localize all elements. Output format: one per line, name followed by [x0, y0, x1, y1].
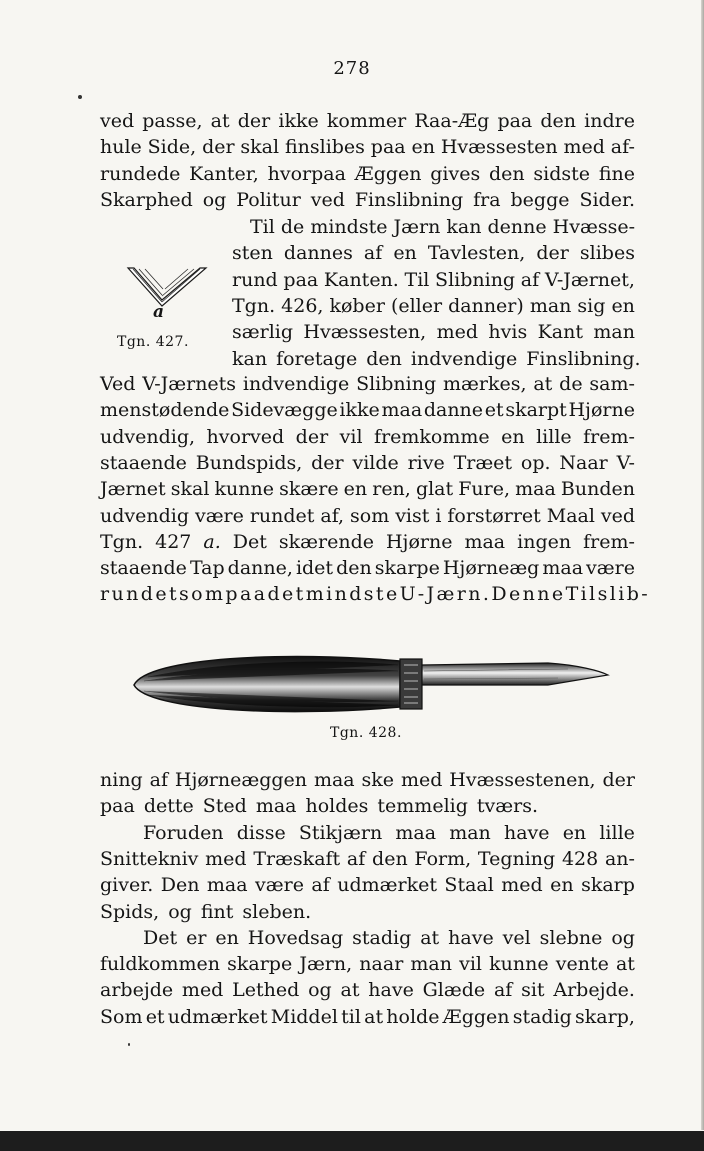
- word: Jærnet: [100, 478, 166, 501]
- word: Hvæsse-: [552, 216, 635, 238]
- word: udvendig: [100, 504, 190, 527]
- text-line: [100, 1004, 635, 1030]
- print-speck: [128, 1043, 130, 1046]
- word: maa: [381, 399, 423, 422]
- word: af: [311, 874, 330, 897]
- word: ren,: [372, 478, 411, 501]
- word: U-Jærn.: [399, 583, 492, 606]
- word: udvendig,: [100, 425, 196, 448]
- text-line: [100, 134, 635, 160]
- text-line: [100, 555, 635, 581]
- word: Slibning: [356, 373, 437, 395]
- word: rive: [407, 451, 445, 474]
- word: den: [366, 347, 402, 370]
- text-line: [100, 767, 635, 793]
- word: Kanter,: [189, 162, 259, 185]
- word: maa: [515, 478, 556, 501]
- text-line: [232, 293, 635, 319]
- word: en: [611, 294, 635, 317]
- word: ved: [100, 110, 135, 132]
- figure-428-knife: [128, 645, 612, 725]
- word: have: [448, 926, 494, 949]
- word: ikke: [339, 399, 380, 422]
- text-line: [100, 793, 635, 819]
- text-line: [100, 872, 635, 898]
- word: Sidevægge: [231, 399, 338, 422]
- word: og: [202, 188, 227, 211]
- word: der: [295, 425, 329, 448]
- figure-427-v-tool: [122, 262, 212, 312]
- word: ske: [361, 769, 395, 791]
- word: Snittekniv: [100, 847, 199, 870]
- word: Form,: [414, 847, 472, 870]
- word: af-: [610, 136, 635, 159]
- word: an-: [604, 847, 635, 870]
- word: og: [168, 900, 192, 923]
- word: vil: [339, 425, 363, 448]
- word: den: [336, 557, 372, 580]
- word: Denne: [491, 583, 566, 606]
- word: ved: [310, 188, 345, 211]
- word: Tegning: [477, 847, 556, 870]
- word: sam-: [589, 373, 635, 395]
- word: Finslibning.: [526, 347, 641, 370]
- word: Kant: [537, 321, 583, 344]
- text-line: [100, 951, 635, 977]
- page-number: 278: [333, 58, 371, 79]
- word: rundet: [100, 583, 179, 606]
- word: Lethed: [232, 979, 300, 1002]
- word: paa: [100, 795, 135, 818]
- word: sit: [521, 979, 545, 1002]
- word: skal: [240, 136, 280, 159]
- word: Slibning: [435, 268, 516, 291]
- word: rundede: [100, 162, 181, 185]
- word: skære: [279, 478, 339, 501]
- word: Den: [160, 874, 200, 897]
- word: Hovedsag: [247, 926, 344, 949]
- word: idet: [295, 557, 334, 580]
- word: skærende: [278, 530, 374, 553]
- word: vilde: [352, 451, 399, 474]
- text-line: [100, 899, 635, 925]
- text-line: [232, 319, 635, 345]
- word: finslibes: [284, 136, 365, 159]
- word: Æggen: [442, 1005, 510, 1028]
- word: Middel: [270, 1005, 338, 1028]
- word: rundet: [249, 504, 315, 527]
- word: maa: [395, 821, 437, 844]
- word: udmærket: [167, 1005, 268, 1028]
- word: en: [411, 136, 435, 159]
- word: Bunden: [560, 478, 635, 501]
- word: Jærn: [393, 216, 441, 238]
- word: giver.: [100, 874, 154, 897]
- word: mindste: [310, 216, 388, 238]
- text-line: [100, 581, 651, 607]
- word: en: [343, 478, 368, 501]
- word: af,: [320, 504, 345, 527]
- word: lille: [599, 821, 635, 844]
- text-line: [143, 820, 635, 846]
- word: Raa-Æg: [414, 110, 490, 132]
- word: fuldkommen: [100, 953, 220, 976]
- word: holdes: [305, 795, 369, 818]
- word: paa: [370, 136, 406, 159]
- word: staaende: [100, 557, 187, 580]
- word: Træskaft: [253, 847, 341, 870]
- word: tværs.: [476, 795, 538, 818]
- word: Tilslib-: [565, 583, 651, 606]
- word: kunne: [489, 953, 549, 976]
- word: V-Jærnets: [142, 373, 237, 395]
- text-line: [100, 977, 635, 1003]
- word: Hvæssestenen,: [449, 769, 596, 791]
- word: Hjørneæggen: [174, 769, 308, 791]
- word: Maal: [546, 504, 595, 527]
- word: at: [615, 953, 635, 976]
- word: rund: [232, 268, 278, 291]
- word: Til: [404, 268, 430, 291]
- text-line: [100, 161, 635, 187]
- word: fine: [598, 162, 635, 185]
- word: dannes: [283, 242, 353, 265]
- word: Det: [232, 530, 267, 553]
- word: sleben.: [242, 900, 312, 923]
- word: være: [255, 874, 304, 897]
- word: have: [368, 979, 414, 1002]
- text-line: [100, 108, 635, 134]
- word: Stikjærn: [298, 821, 383, 844]
- print-speck: [78, 95, 82, 99]
- word: staaende: [100, 451, 187, 474]
- word: (eller: [390, 294, 443, 317]
- word: danne,: [227, 557, 293, 580]
- word: med: [436, 321, 479, 344]
- word: at: [420, 926, 440, 949]
- word: Bundspids,: [195, 451, 303, 474]
- word: en: [562, 821, 587, 844]
- word: der: [602, 769, 635, 791]
- text-line: [100, 476, 635, 502]
- word: Fure,: [458, 478, 511, 501]
- word: paa: [225, 583, 268, 606]
- word: Side,: [147, 136, 197, 159]
- word: op.: [520, 451, 551, 474]
- word: skarp,: [575, 1005, 635, 1028]
- word: en: [550, 874, 574, 897]
- word: passe,: [142, 110, 203, 132]
- word: der: [536, 242, 569, 265]
- word: en: [501, 425, 525, 448]
- word: vist: [395, 504, 430, 527]
- word: maa: [313, 769, 355, 791]
- word: paa: [283, 268, 319, 291]
- word: hvis: [488, 321, 528, 344]
- word: V-: [616, 451, 635, 474]
- word: Til: [250, 216, 275, 238]
- word: som: [350, 504, 390, 527]
- word: man: [410, 953, 452, 976]
- word: den: [540, 110, 577, 132]
- word: holde: [386, 1005, 440, 1028]
- text-line: [100, 450, 635, 476]
- word: kunne: [214, 478, 275, 501]
- word: den: [489, 162, 525, 185]
- word: kan: [446, 216, 482, 238]
- word: til: [341, 1005, 361, 1028]
- word: at: [210, 110, 230, 132]
- word: indvendige: [242, 373, 350, 395]
- word: V-Jærnet,: [544, 268, 635, 291]
- word: Tgn.: [100, 530, 144, 553]
- word: fint: [200, 900, 234, 923]
- word: danne: [423, 399, 484, 422]
- word: i: [435, 504, 442, 527]
- word: slibes: [579, 242, 635, 265]
- word: mærkes,: [442, 373, 527, 395]
- word: gives: [430, 162, 481, 185]
- word: at: [340, 979, 360, 1002]
- word: der: [237, 110, 271, 132]
- word: frem-: [583, 530, 635, 553]
- word: skarp: [581, 874, 635, 897]
- word: den: [372, 847, 408, 870]
- word: man: [529, 294, 572, 317]
- word: lille: [536, 425, 572, 448]
- word: stadig: [352, 926, 412, 949]
- word: ved: [600, 504, 635, 527]
- word: et: [484, 399, 504, 422]
- word: naar: [359, 953, 404, 976]
- word: 426,: [281, 294, 324, 317]
- word: sten: [232, 242, 273, 265]
- text-line: [232, 346, 641, 372]
- word: Hvæssesten,: [303, 321, 427, 344]
- word: med: [501, 874, 543, 897]
- word: med: [205, 847, 247, 870]
- word: og: [308, 979, 332, 1002]
- word: som: [179, 583, 226, 606]
- word: a.: [203, 530, 221, 553]
- word: hvorpaa: [267, 162, 346, 185]
- word: køber: [329, 294, 385, 317]
- text-line: [232, 267, 635, 293]
- word: er: [186, 926, 207, 949]
- word: skarpe: [227, 953, 293, 976]
- word: Tavlesten,: [427, 242, 526, 265]
- word: et: [145, 1005, 165, 1028]
- word: særlig: [232, 321, 294, 344]
- word: kommer: [326, 110, 407, 132]
- word: sig: [577, 294, 606, 317]
- word: Som: [100, 1005, 143, 1028]
- word: maa: [542, 557, 584, 580]
- word: vil: [459, 953, 483, 976]
- word: hvorved: [206, 425, 285, 448]
- text-line: [100, 187, 635, 213]
- word: kan: [232, 347, 268, 370]
- word: ning: [100, 769, 143, 791]
- word: Træet: [453, 451, 513, 474]
- word: ikke: [278, 110, 319, 132]
- word: Spids,: [100, 900, 160, 923]
- word: hule: [100, 136, 142, 159]
- word: forstørret: [447, 504, 541, 527]
- text-line: [232, 240, 635, 266]
- word: og: [611, 926, 635, 949]
- word: Æggen: [354, 162, 422, 185]
- word: paa: [497, 110, 533, 132]
- word: udmærket: [337, 874, 437, 897]
- word: der: [311, 451, 344, 474]
- word: af: [346, 847, 366, 870]
- word: af: [363, 242, 383, 265]
- word: indvendige: [410, 347, 518, 370]
- word: Hvæssesten: [440, 136, 558, 159]
- word: arbejde: [100, 979, 174, 1002]
- word: man: [449, 821, 491, 844]
- word: man: [593, 321, 635, 344]
- word: temmelig: [377, 795, 468, 818]
- word: begge: [510, 188, 570, 211]
- word: Finslibning: [354, 188, 464, 211]
- word: menstødende: [100, 399, 230, 422]
- word: Arbejde.: [553, 979, 635, 1002]
- text-line: [100, 397, 635, 423]
- word: de: [559, 373, 583, 395]
- word: af: [520, 268, 540, 291]
- word: der: [202, 136, 235, 159]
- word: Politur: [236, 188, 301, 211]
- word: Tgn.: [232, 294, 276, 317]
- text-line: [100, 371, 635, 397]
- word: Tap: [189, 557, 225, 580]
- word: sidste: [533, 162, 591, 185]
- word: 428: [561, 847, 599, 870]
- word: en: [215, 926, 239, 949]
- text-line: [143, 925, 635, 951]
- word: mindste: [305, 583, 400, 606]
- word: være: [586, 557, 635, 580]
- word: disse: [236, 821, 286, 844]
- word: med: [181, 979, 224, 1002]
- word: Skarphed: [100, 188, 193, 211]
- word: de: [280, 216, 305, 238]
- word: vente: [555, 953, 609, 976]
- word: Hjørne: [385, 530, 453, 553]
- figure-427-caption: Tgn. 427.: [117, 334, 189, 350]
- word: slebne: [539, 926, 603, 949]
- word: Hjørneæg: [442, 557, 540, 580]
- text-line: [100, 503, 635, 529]
- word: med: [563, 136, 605, 159]
- word: skarpe: [374, 557, 440, 580]
- word: ingen: [517, 530, 572, 553]
- word: at: [364, 1005, 384, 1028]
- word: Det: [143, 926, 178, 949]
- word: danner): [448, 294, 524, 317]
- text-line: [250, 214, 635, 240]
- word: vel: [502, 926, 531, 949]
- word: maa: [464, 530, 506, 553]
- word: fremkomme: [374, 425, 490, 448]
- word: Ved: [100, 373, 136, 395]
- word: skal: [170, 478, 210, 501]
- text-line: [100, 424, 635, 450]
- word: Naar: [559, 451, 608, 474]
- word: fra: [473, 188, 501, 211]
- word: det: [267, 583, 306, 606]
- word: Jærn,: [299, 953, 353, 976]
- text-line: [100, 846, 635, 872]
- word: 427: [155, 530, 192, 553]
- word: frem-: [583, 425, 635, 448]
- word: Foruden: [143, 821, 224, 844]
- word: af: [493, 979, 513, 1002]
- word: med: [400, 769, 443, 791]
- figure-428-caption: Tgn. 428.: [330, 725, 402, 741]
- word: dette: [143, 795, 194, 818]
- word: have: [503, 821, 550, 844]
- word: indre: [584, 110, 635, 132]
- word: at: [533, 373, 553, 395]
- word: denne: [487, 216, 547, 238]
- word: foretage: [276, 347, 358, 370]
- word: en: [393, 242, 417, 265]
- word: Staal: [444, 874, 494, 897]
- scan-border: [0, 1131, 704, 1151]
- word: maa: [255, 795, 297, 818]
- word: glat: [415, 478, 454, 501]
- text-line: [100, 529, 635, 555]
- word: Kanten.: [323, 268, 399, 291]
- word: Sider.: [579, 188, 635, 211]
- word: Glæde: [422, 979, 486, 1002]
- word: maa: [206, 874, 248, 897]
- word: af: [149, 769, 168, 791]
- word: skarpt: [505, 399, 567, 422]
- word: stadig: [512, 1005, 572, 1028]
- word: Sted: [202, 795, 247, 818]
- word: være: [194, 504, 244, 527]
- figure-427-label: a: [153, 302, 165, 322]
- word: Hjørne: [568, 399, 635, 422]
